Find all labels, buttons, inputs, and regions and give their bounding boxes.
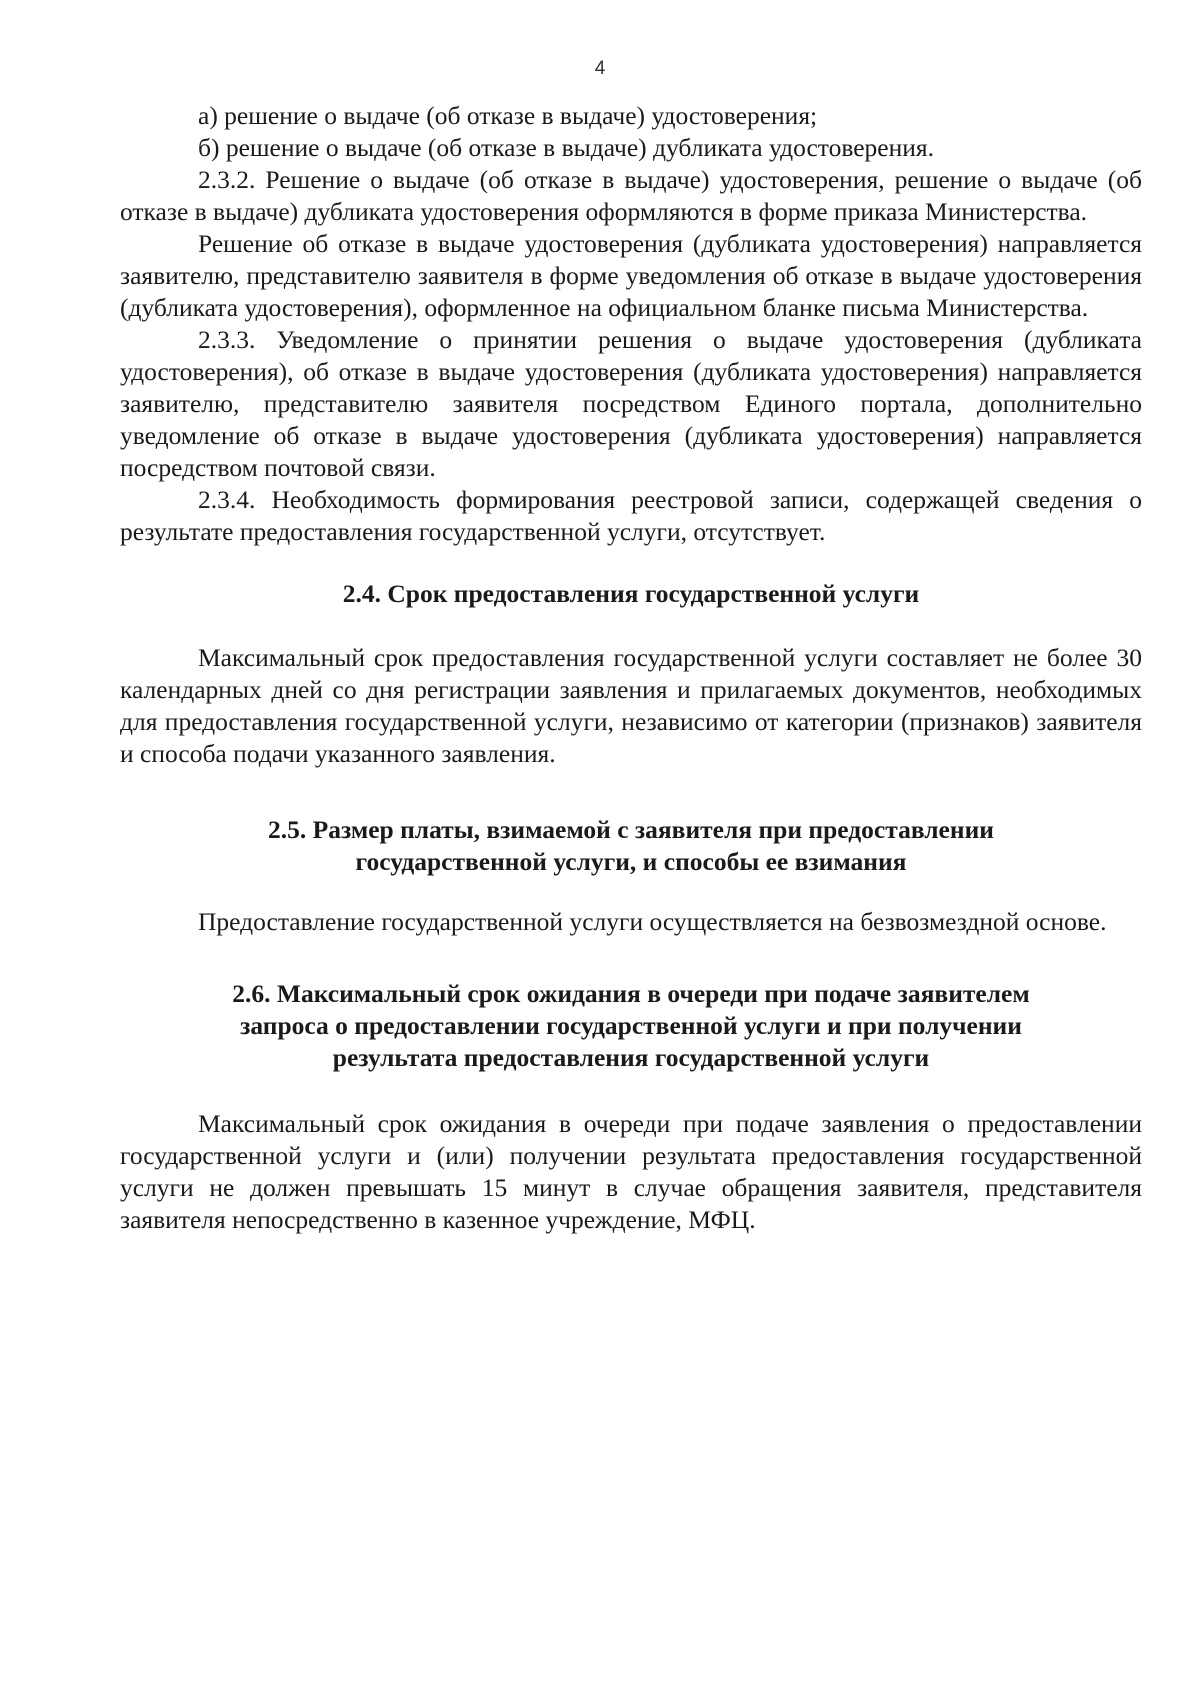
paragraph-2-3-3: 2.3.3. Уведомление о принятии решения о выдаче удостоверения (дубликата удостоверения), об отказе в выдаче удостоверения (дубликата удостоверения) направляется заявителю, представителю заявителя посредством Единого портала, дополнительно уведомление об отказе в выдаче удостоверения (дубликата удостоверения) направляется посредством почтовой связи. [120,325,1142,482]
section-heading-2-6-line2: запроса о предоставлении государственной услуги и при получении [240,1011,1022,1040]
paragraph-refusal-notice: Решение об отказе в выдаче удостоверения (дубликата удостоверения) направляется заявителю, представителю заявителя в форме уведомления об отказе в выдаче удостоверения (дубликата удостоверения), оформленное на официальном бланке письма Министерства. [120,229,1142,322]
section-2-6-text: Максимальный срок ожидания в очереди при подаче заявления о предоставлении государственной услуги и (или) получении результата предоставления государственной услуги не должен превышать 15 минут в случае обращения заявителя, представителя заявителя непосредственно в казенное учреждение, МФЦ. [120,1109,1142,1234]
section-heading-2-6-line1: 2.6. Максимальный срок ожидания в очереди при подаче заявителем [232,979,1030,1008]
paragraph-item-b: б) решение о выдаче (об отказе в выдаче) дубликата удостоверения. [198,133,935,162]
section-heading-2-5 [120,814,1142,878]
section-2-4-text: Максимальный срок предоставления государственной услуги составляет не более 30 календарных дней со дня регистрации заявления и прилагаемых документов, необходимых для предоставления государственной услуги, независимо от категории (признаков) заявителя и способа подачи указанного заявления. [120,643,1142,768]
section-2-5-text: Предоставление государственной услуги осуществляется на безвозмездной основе. [198,907,1107,936]
section-heading-2-5-line2: государственной услуги, и способы ее взимания [355,847,907,876]
page-number: 4 [594,58,606,79]
section-heading-2-6 [120,978,1142,1074]
section-heading-2-4: 2.4. Срок предоставления государственной услуги [342,579,920,608]
paragraph-2-3-2: 2.3.2. Решение о выдаче (об отказе в выдаче) удостоверения, решение о выдаче (об отказе в выдаче) дубликата удостоверения оформляются в форме приказа Министерства. [120,165,1142,226]
document-body [120,100,1142,1236]
paragraph-item-a: а) решение о выдаче (об отказе в выдаче) удостоверения; [198,101,818,130]
section-heading-2-6-line3: результата предоставления государственной услуги [332,1043,930,1072]
paragraph-2-3-4: 2.3.4. Необходимость формирования реестровой записи, содержащей сведения о результате предоставления государственной услуги, отсутствует. [120,485,1142,546]
section-heading-2-5-line1: 2.5. Размер платы, взимаемой с заявителя при предоставлении [268,815,994,844]
